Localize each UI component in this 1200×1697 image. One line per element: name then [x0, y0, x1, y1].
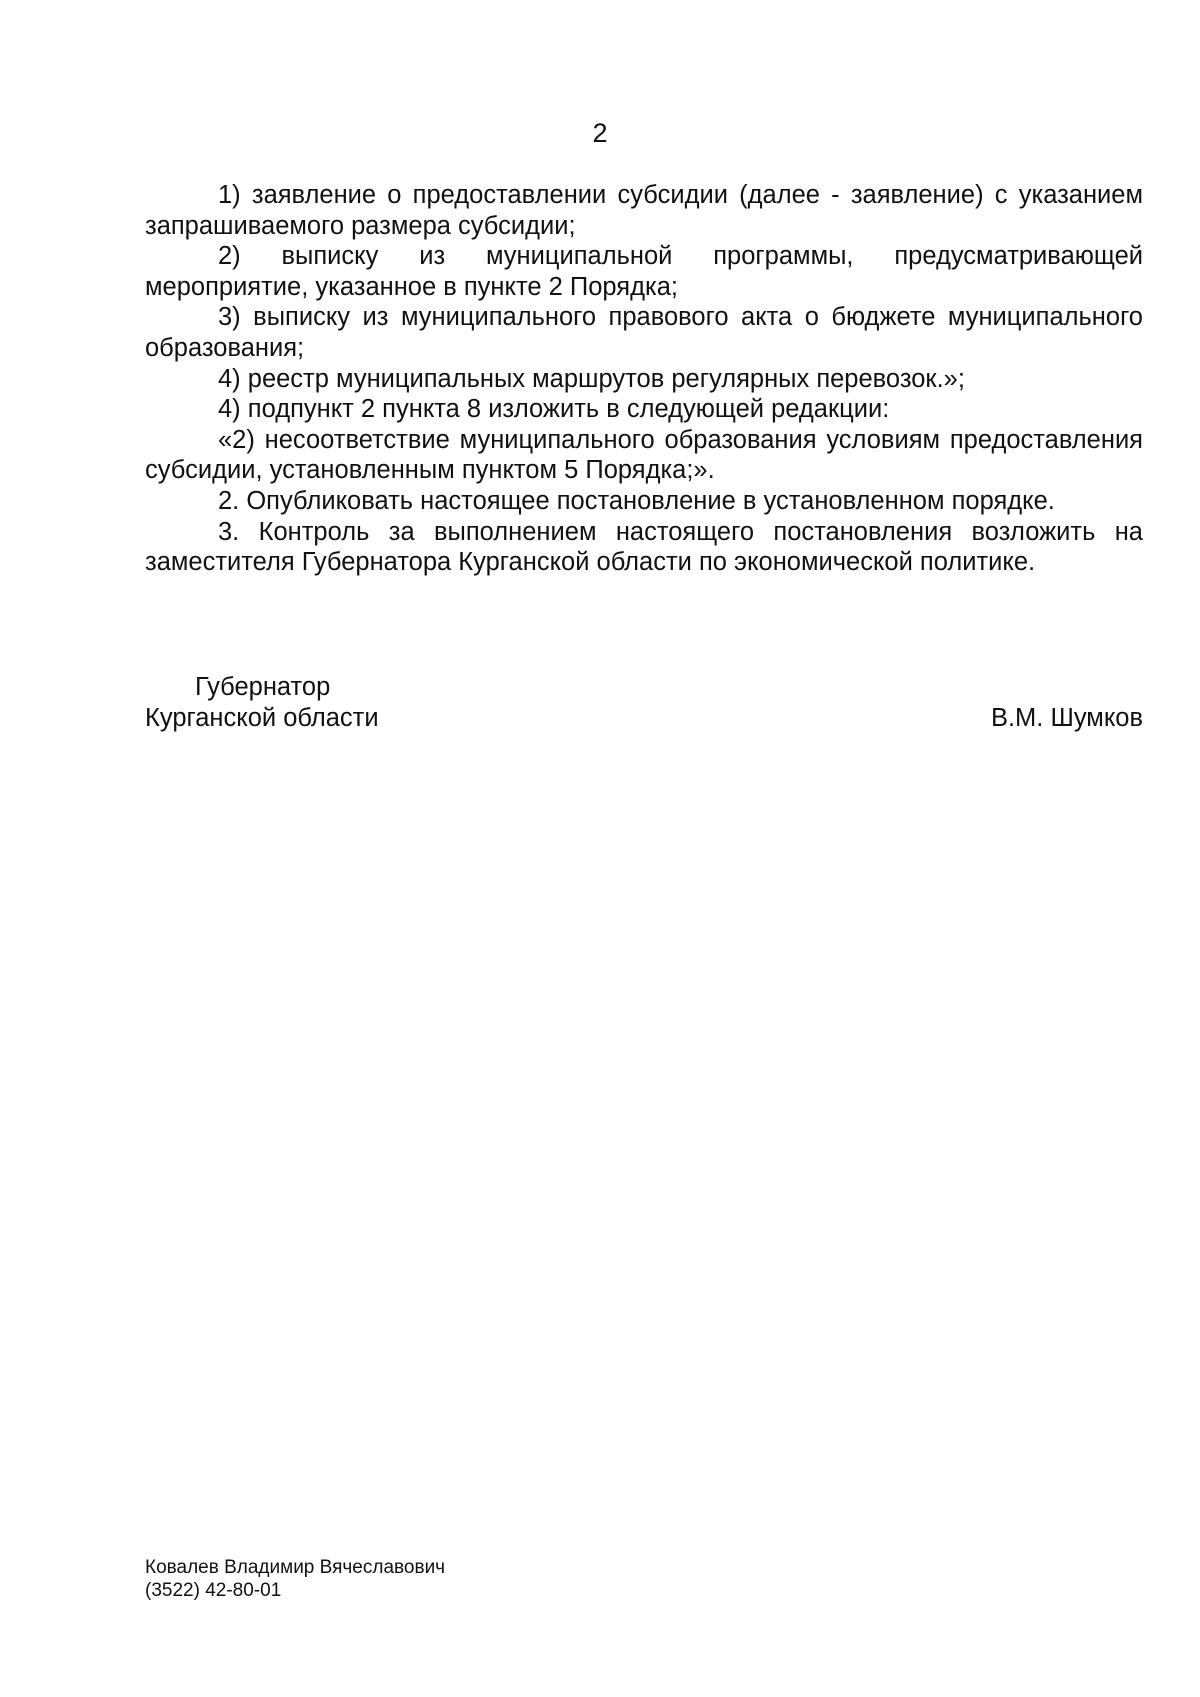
- paragraph-item-4: 4) реестр муниципальных маршрутов регулярных перевозок.»;: [218, 364, 965, 393]
- paragraph-item-3: 3) выписку из муниципального правового акта о бюджете муниципального образования;: [145, 303, 1143, 362]
- page-number: 2: [592, 118, 608, 148]
- executor-contact: [145, 1556, 445, 1602]
- signer-name: В.М. Шумков: [990, 704, 1143, 732]
- paragraph-amendment-4: 4) подпункт 2 пункта 8 изложить в следующей редакции:: [218, 395, 890, 424]
- paragraph-control: 3. Контроль за выполнением настоящего постановления возложить на заместителя Губернатора Курганской области по экономической политике.: [145, 517, 1143, 577]
- signature-row: [145, 703, 1143, 734]
- document-body: [145, 180, 1143, 578]
- executor-name: Ковалев Владимир Вячеславович: [145, 1557, 446, 1578]
- signature-block: [145, 672, 1143, 734]
- executor-phone: (3522) 42-80-01: [145, 1580, 282, 1601]
- paragraph-item-2: 2) выписку из муниципальной программы, предусматривающей мероприятие, указанное в пункте 2 Порядка;: [145, 242, 1143, 301]
- paragraph-publish: 2. Опубликовать настоящее постановление в установленном порядке.: [218, 486, 1055, 515]
- paragraph-amendment-text: «2) несоответствие муниципального образования условиям предоставления субсидии, установленным пунктом 5 Порядка;».: [145, 425, 1143, 485]
- signer-title: Губернатор: [195, 673, 331, 701]
- signer-region: Курганской области: [145, 704, 379, 732]
- paragraph-item-1: 1) заявление о предоставлении субсидии (далее - заявление) с указанием запрашиваемого размера субсидии;: [145, 181, 1143, 240]
